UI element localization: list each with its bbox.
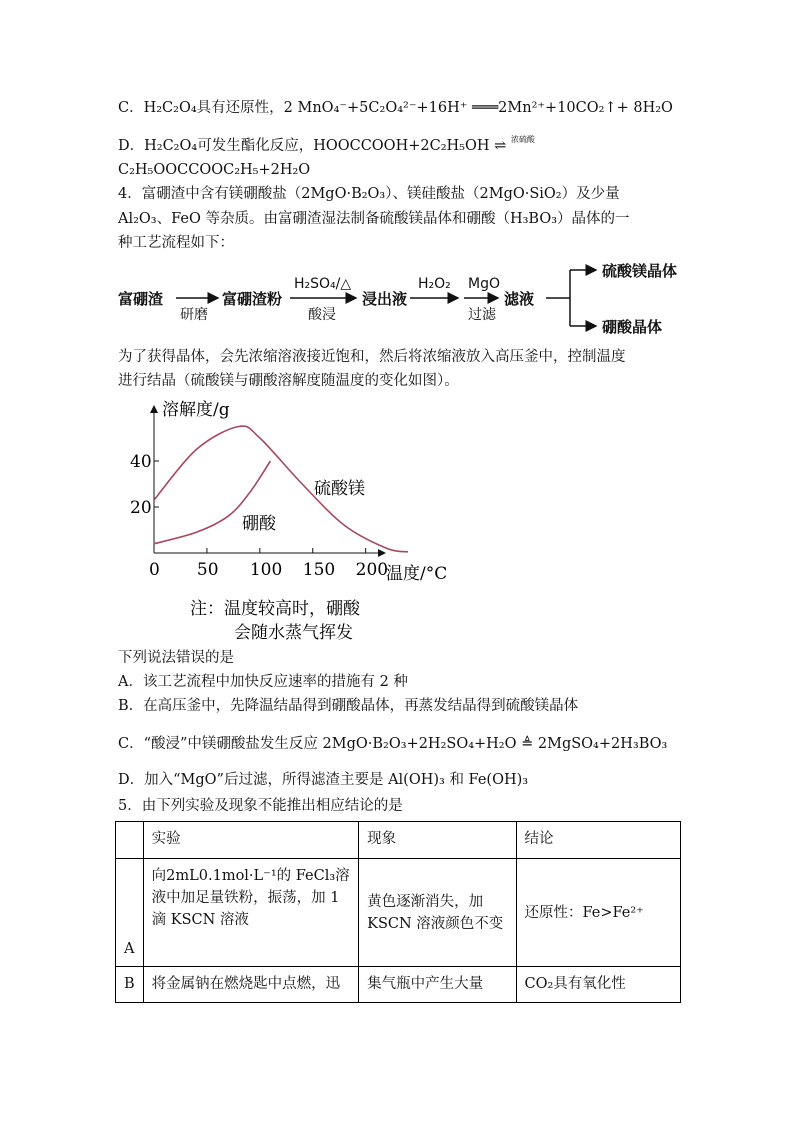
table-row xyxy=(116,859,681,967)
row-phenomenon: 黄色逐渐消失，加 KSCN 溶液颜色不变 xyxy=(359,859,516,967)
x-tick-label: 100 xyxy=(249,560,283,580)
y-tick-label: 40 xyxy=(130,452,152,472)
row-label: A xyxy=(116,859,144,967)
table-header-cell xyxy=(116,822,144,859)
option-d-prev xyxy=(118,130,535,156)
q4-question: 下列说法错误的是 xyxy=(118,650,234,666)
row-phenomenon: 集气瓶中产生大量 xyxy=(359,967,516,1003)
flow-node-raw: 富硼渣 xyxy=(118,290,164,308)
option-d-prev-product: C₂H₅OOCCOOC₂H₅+2H₂O xyxy=(118,162,311,178)
experiment-table xyxy=(115,821,681,1003)
flow-product-h3bo3: 硼酸晶体 xyxy=(602,318,663,336)
series-label-mgso4: 硫酸镁 xyxy=(314,479,365,499)
chart-note-line2: 会随水蒸气挥发 xyxy=(234,623,353,643)
y-axis-label: 溶解度/g xyxy=(162,400,230,420)
q4-desc-line2: 进行结晶（硫酸镁与硼酸溶解度随温度的变化如图）。 xyxy=(118,373,459,389)
q4-stem-line3: 种工艺流程如下： xyxy=(118,235,234,251)
table-header-row xyxy=(116,822,681,859)
flow-node-leachate: 浸出液 xyxy=(362,290,408,308)
flow-product-mgso4: 硫酸镁晶体 xyxy=(602,262,678,280)
flow-node-filtrate: 滤液 xyxy=(504,290,535,308)
q4-option-b[interactable]: B．在高压釜中，先降温结晶得到硼酸晶体，再蒸发结晶得到硫酸镁晶体 xyxy=(118,698,579,714)
flow-label-acid-leach: 酸浸 xyxy=(308,307,336,323)
y-tick-label: 20 xyxy=(130,498,152,518)
series-label-h3bo3: 硼酸 xyxy=(242,514,276,534)
x-tick-label: 50 xyxy=(196,560,219,580)
table-header-cell: 实验 xyxy=(143,822,358,859)
row-label: B xyxy=(116,967,144,1003)
flow-label-grind: 研磨 xyxy=(180,307,208,323)
flow-node-powder: 富硼渣粉 xyxy=(222,290,283,308)
x-tick-label: 0 xyxy=(149,560,160,580)
option-d-prev-text: D．H₂C₂O₄可发生酯化反应，HOOCCOOH+2C₂H₅OH ⇌ xyxy=(118,138,507,154)
chart-note-line1: 注：温度较高时，硼酸 xyxy=(190,599,360,619)
option-c-prev: C．H₂C₂O₄具有还原性，2 MnO₄⁻+5C₂O₄²⁻+16H⁺ ═══2Mn²⁺+10CO₂↑+ 8H₂O xyxy=(118,100,673,116)
table-header-cell: 结论 xyxy=(516,822,680,859)
flow-label-mgo: MgO xyxy=(468,276,500,292)
q5-stem: 5．由下列实验及现象不能推出相应结论的是 xyxy=(118,798,403,814)
option-d-prev-condition: 浓硫酸 xyxy=(510,135,535,144)
process-flow-diagram xyxy=(118,264,688,344)
series-lines xyxy=(154,426,408,552)
row-conclusion: CO₂具有氧化性 xyxy=(516,967,680,1003)
q4-option-c[interactable]: C．“酸浸”中镁硼酸盐发生反应 2MgO·B₂O₃+2H₂SO₄+H₂O ≜ 2MgSO₄+2H₃BO₃ xyxy=(118,736,668,752)
y-ticks xyxy=(130,452,159,518)
q4-option-a[interactable]: A．该工艺流程中加快反应速率的措施有 2 种 xyxy=(118,674,408,690)
row-conclusion: 还原性：Fe>Fe²⁺ xyxy=(516,859,680,967)
x-tick-label: 150 xyxy=(302,560,336,580)
x-tick-label: 200 xyxy=(355,560,389,580)
flow-label-filter: 过滤 xyxy=(468,307,496,323)
solubility-chart xyxy=(118,395,458,645)
q4-option-d[interactable]: D．加入“MgO”后过滤，所得滤渣主要是 Al(OH)₃ 和 Fe(OH)₃ xyxy=(118,772,529,788)
q4-desc-line1: 为了获得晶体，会先浓缩溶液接近饱和，然后将浓缩液放入高压釜中，控制温度 xyxy=(118,349,626,365)
flow-label-h2so4: H₂SO₄/△ xyxy=(294,276,352,292)
x-axis-label: 温度/°C xyxy=(386,564,448,584)
row-experiment: 将金属钠在燃烧匙中点燃，迅 xyxy=(143,967,358,1003)
q4-stem-line1: 4．富硼渣中含有镁硼酸盐（2MgO·B₂O₃）、镁硅酸盐（2MgO·SiO₂）及少量 xyxy=(118,186,620,202)
row-experiment: 向2mL0.1mol·L⁻¹的 FeCl₃溶液中加足量铁粉，振荡，加 1 滴 KSCN 溶液 xyxy=(143,859,358,967)
table-header-cell: 现象 xyxy=(359,822,516,859)
solubility-chart-svg xyxy=(118,395,458,645)
flow-label-h2o2: H₂O₂ xyxy=(418,276,451,292)
q4-stem-line2: Al₂O₃、FeO 等杂质。由富硼渣湿法制备硫酸镁晶体和硼酸（H₃BO₃）晶体的一 xyxy=(118,211,630,227)
table-row xyxy=(116,967,681,1003)
